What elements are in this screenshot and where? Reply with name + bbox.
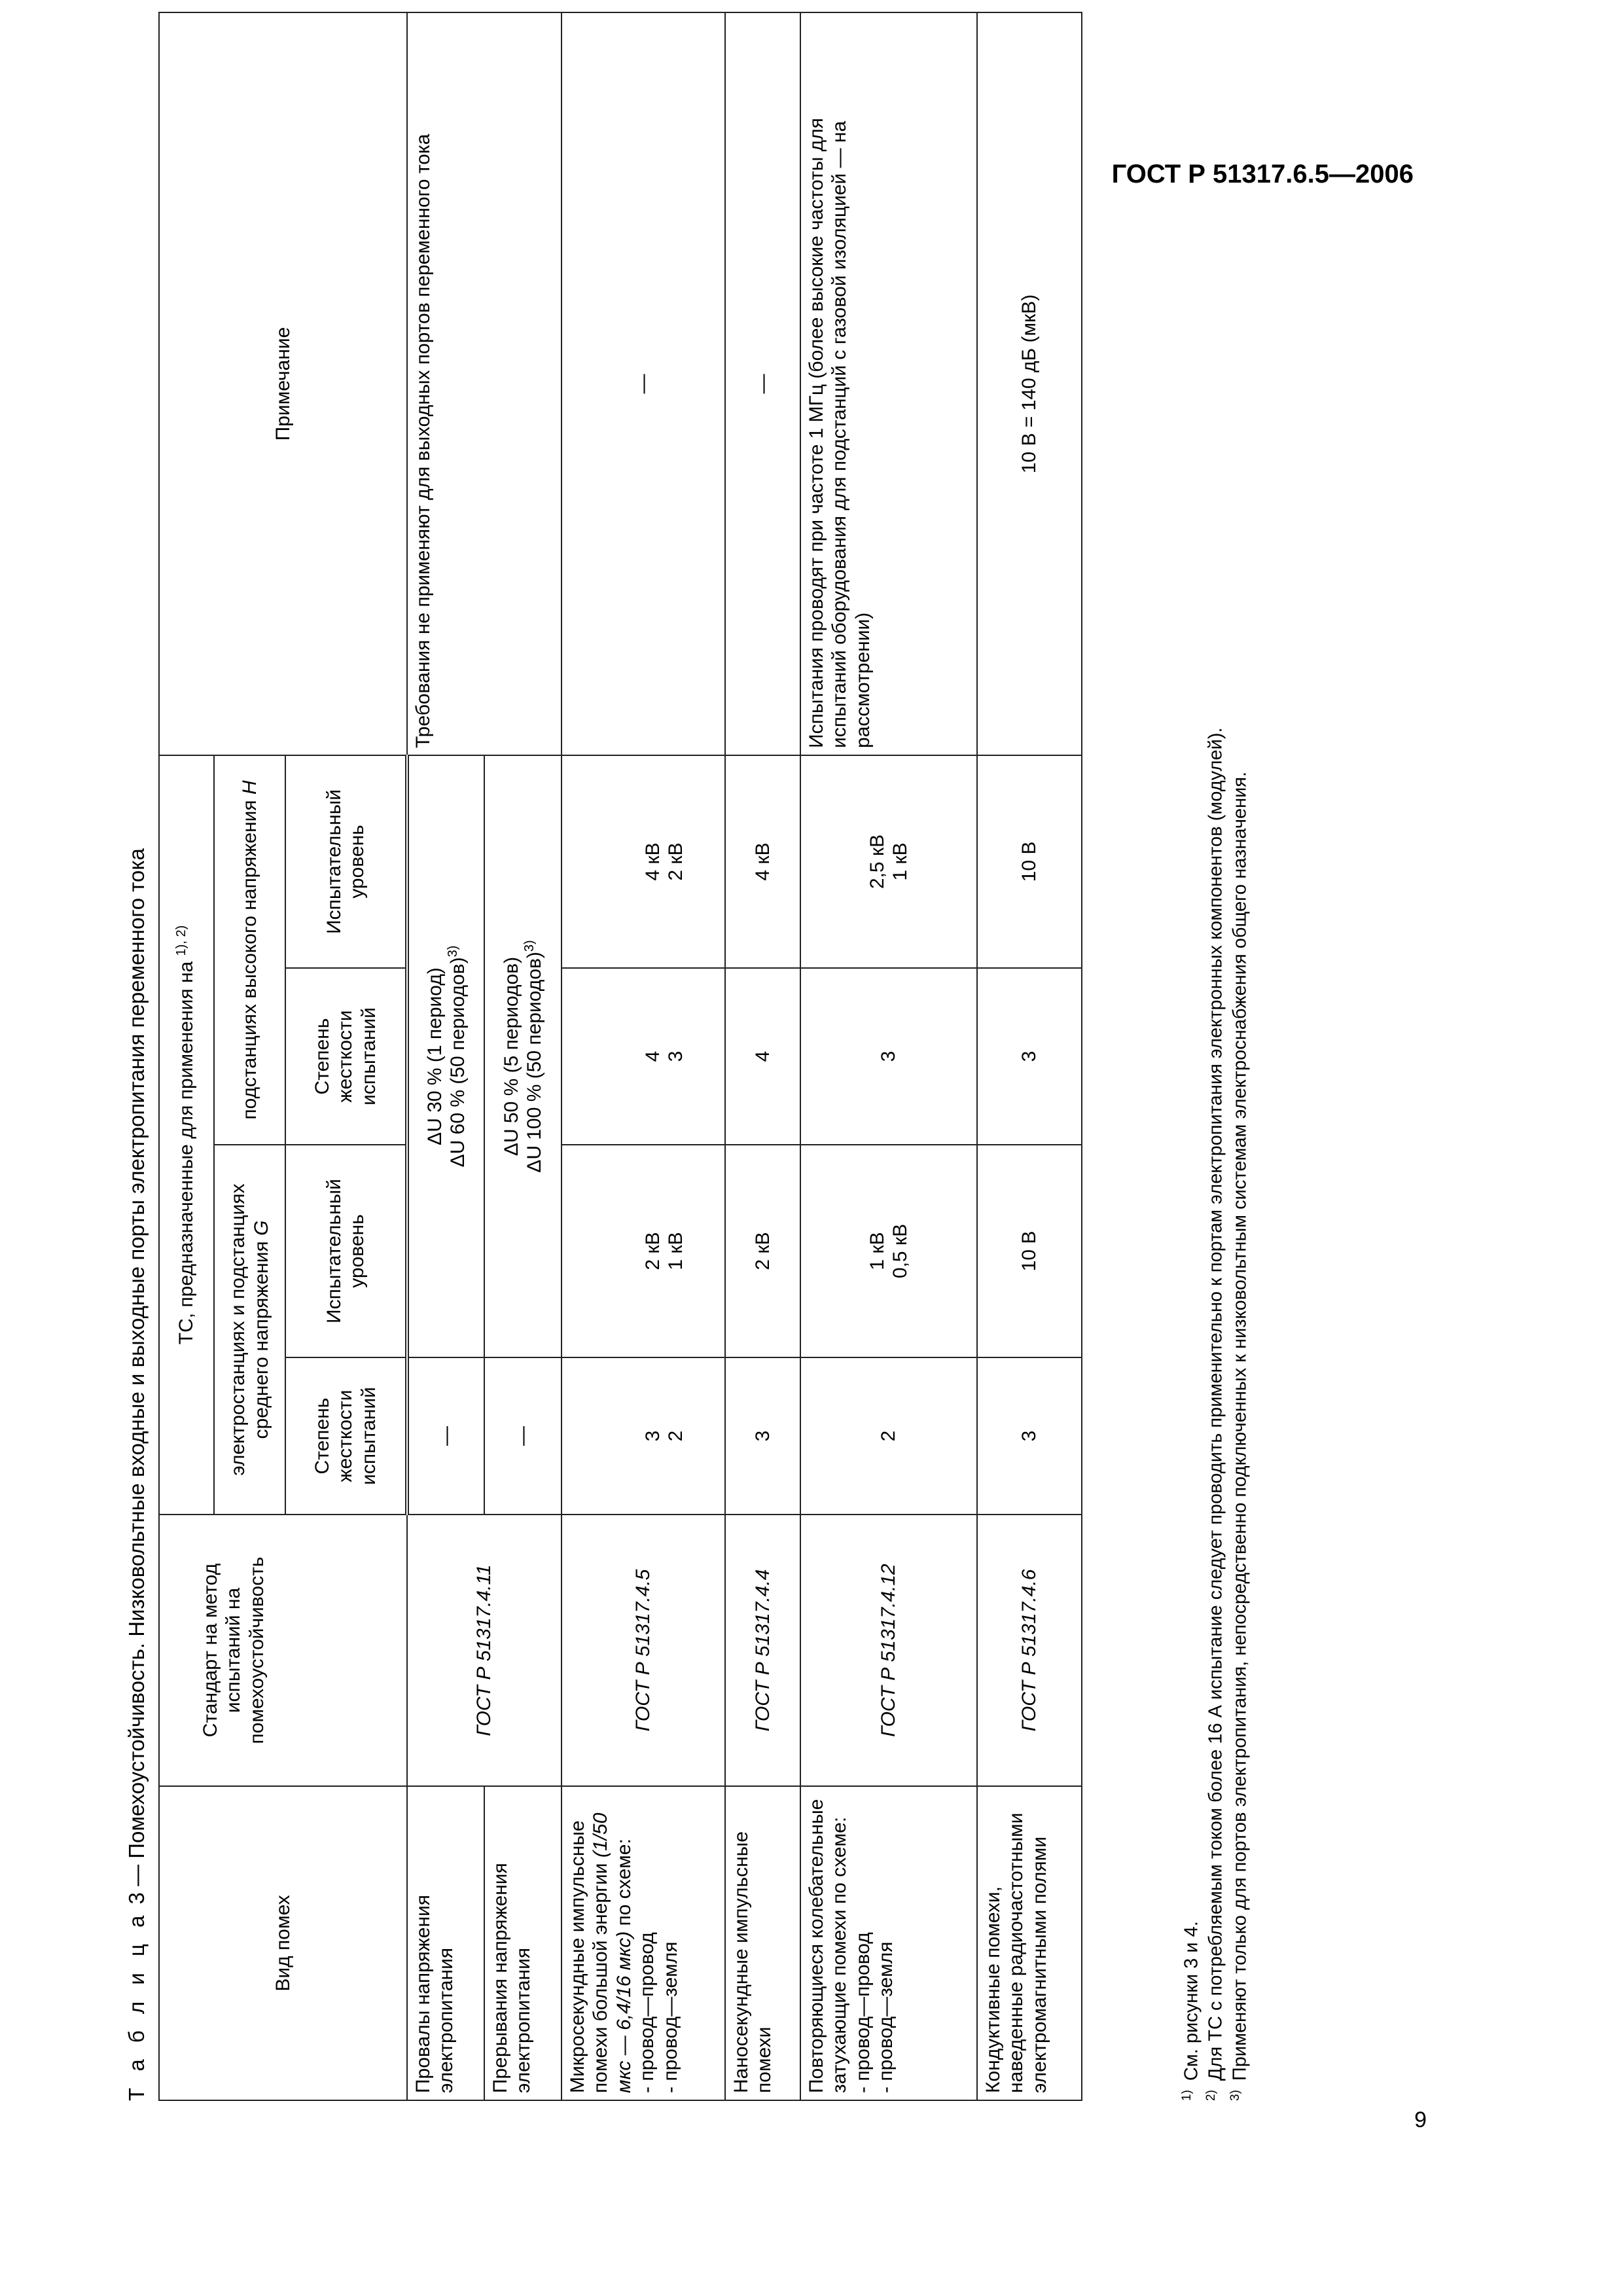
cell-kind: Повторяющиеся колебательные затухающие помехи по схеме: - провод—провод - провод—земля: [800, 1786, 977, 2100]
footnote: $^{2)}$Для ТС с потребляемым током более 16 А испытание следует проводить применительно к портам электропитания электронных компонентов (модулей).: [1204, 727, 1226, 2101]
cell-note: —: [725, 12, 800, 755]
cell-g-level: 2 кВ: [725, 1145, 800, 1357]
cell-standard: ГОСТ Р 51317.4.5: [562, 1515, 725, 1786]
cell-g-severity: 2: [800, 1357, 977, 1515]
cell-h-severity: 4: [725, 968, 800, 1145]
header-g-level: Испытательный уровень: [285, 1145, 407, 1357]
header-note: Примечание: [159, 12, 407, 755]
header-group-g: [214, 1145, 285, 1515]
header-tc: [159, 755, 214, 1515]
cell-g-level: 10 В: [977, 1145, 1082, 1357]
table-row: [800, 12, 977, 2100]
header-group-g-text: электростанциях и подстанциях среднего напряжения: [227, 1183, 272, 1476]
cell-g-severity: —: [484, 1357, 562, 1515]
rotated-table-block: [124, 13, 1263, 2101]
cell-kind: Микросекундные импульсные помехи большой энергии (1/50 мкс — 6,4/16 мкс) по схеме: - провод—провод - провод—земля: [562, 1786, 725, 2100]
header-tc-text: ТС, предназначенные для применения на: [175, 961, 198, 1345]
cell-h-severity: 3: [800, 968, 977, 1145]
cell-g-severity: —: [407, 1357, 484, 1515]
merged-level-line: ΔU 100 % (50 периодов)$^{3)}$: [522, 940, 545, 1173]
footnote: $^{1)}$См. рисунки 3 и 4.: [1180, 1921, 1202, 2101]
header-group-h-text: подстанциях высокого напряжения: [238, 800, 260, 1120]
header-row-1: [159, 12, 214, 2100]
cell-standard: ГОСТ Р 51317.4.6: [977, 1515, 1082, 1786]
document-code: ГОСТ Р 51317.6.5—2006: [1111, 160, 1414, 188]
table-row: [407, 12, 484, 2100]
merged-level-line: ΔU 30 % (1 период): [423, 967, 446, 1145]
cell-g-level: 1 кВ 0,5 кВ: [800, 1145, 977, 1357]
cell-kind: Кондуктивные помехи, наведенные радиочастотными электромагнитными полями: [977, 1786, 1082, 2100]
header-group-g-letter: G: [250, 1220, 272, 1236]
cell-note: Испытания проводят при частоте 1 МГц (более высокие частоты для испытаний оборудования для подстанций с газовой изоляцией — на рассмотрении): [800, 12, 977, 755]
cell-g-severity: 3: [725, 1357, 800, 1515]
cell-standard: ГОСТ Р 51317.4.11: [407, 1515, 562, 1786]
immunity-table: [158, 12, 1082, 2101]
footnote-mark: 3): [446, 945, 460, 958]
cell-kind: Наносекундные импульсные помехи: [725, 1786, 800, 2100]
cell-note: 10 В = 140 дБ (мкВ): [977, 12, 1082, 755]
header-standard-text: Стандарт на метод испытаний на помехоустойчивость: [200, 1556, 268, 1744]
table-row: [725, 12, 800, 2100]
footnotes: [1179, 13, 1252, 2101]
caption-text: — Помехоустойчивость. Низковольтные входные и выходные порты электропитания переменного тока: [124, 848, 149, 1886]
header-h-level: Испытательный уровень: [285, 755, 407, 968]
cell-h-severity: 3: [977, 968, 1082, 1145]
cell-g-severity: 3 2: [562, 1357, 725, 1515]
cell-h-severity: 4 3: [562, 968, 725, 1145]
caption-number: 3: [124, 1892, 149, 1905]
cell-g-level: 2 кВ 1 кВ: [562, 1145, 725, 1357]
merged-level-line: ΔU 50 % (5 периодов): [500, 956, 522, 1157]
cell-h-level: 2,5 кВ 1 кВ: [800, 755, 977, 968]
table-caption: [124, 13, 149, 2101]
cell-kind: Прерывания напряжения электропитания: [484, 1786, 562, 2100]
cell-note: Требования не применяют для выходных портов переменного тока: [407, 12, 562, 755]
cell-standard: ГОСТ Р 51317.4.12: [800, 1515, 977, 1786]
footnote-mark: 3): [522, 940, 537, 952]
caption-prefix: Т а б л и ц а: [124, 1910, 149, 2101]
header-tc-footnote-marks: 1), 2): [174, 925, 189, 956]
header-standard: [159, 1515, 407, 1786]
cell-standard: ГОСТ Р 51317.4.4: [725, 1515, 800, 1786]
header-h-severity: Степень жесткости испытаний: [285, 968, 407, 1145]
header-group-h: [214, 755, 285, 1145]
header-kind: Вид помех: [159, 1786, 407, 2100]
table-row: [562, 12, 725, 2100]
merged-level-line: ΔU 60 % (50 периодов)$^{3)}$: [446, 945, 469, 1168]
table-row: [977, 12, 1082, 2100]
header-group-h-letter: H: [238, 780, 260, 795]
cell-h-level: 4 кВ: [725, 755, 800, 968]
page-number: 9: [1414, 2108, 1427, 2132]
header-g-severity: Степень жесткости испытаний: [285, 1357, 407, 1515]
cell-kind: Провалы напряжения электропитания: [407, 1786, 484, 2100]
cell-merged-level: [407, 755, 484, 1357]
cell-h-level: 4 кВ 2 кВ: [562, 755, 725, 968]
cell-g-severity: 3: [977, 1357, 1082, 1515]
cell-merged-level: [484, 755, 562, 1357]
cell-h-level: 10 В: [977, 755, 1082, 968]
footnote: $^{3)}$Применяют только для портов электропитания, непосредственно подключенных к низковольтным системам электроснабжения общего назначения.: [1228, 771, 1251, 2101]
cell-note: —: [562, 12, 725, 755]
